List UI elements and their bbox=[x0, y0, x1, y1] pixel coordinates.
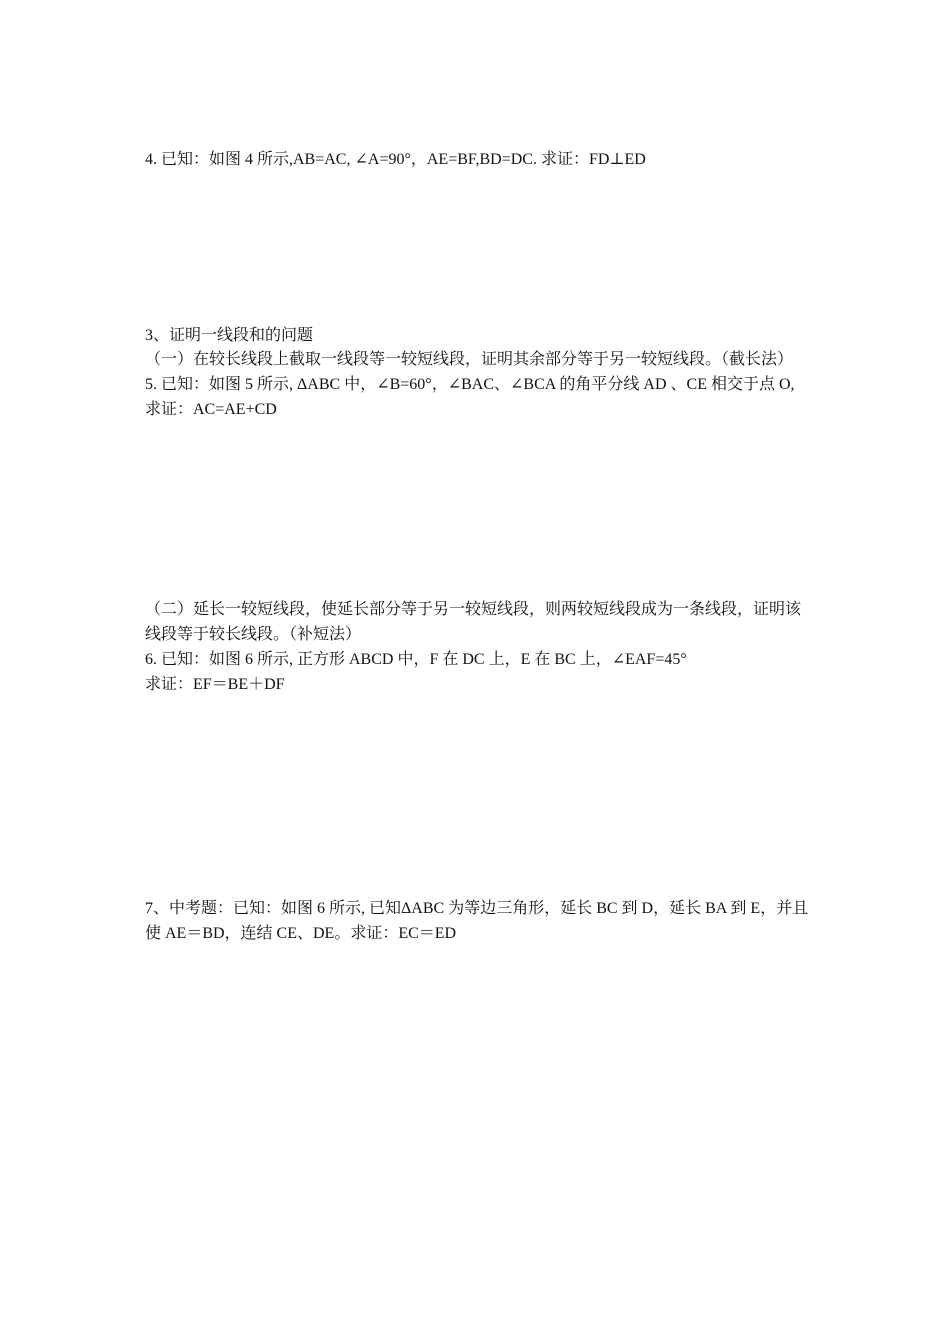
problem-6-statement: 6. 已知：如图 6 所示, 正方形 ABCD 中，F 在 DC 上，E 在 BC 上，∠EAF=45° bbox=[145, 651, 687, 668]
method-2-description-line1: （二）延长一较短线段，使延长部分等于另一较短线段，则两较短线段成为一条线段，证明该 bbox=[145, 601, 802, 618]
problem-7-statement-line1: 7、中考题：已知：如图 6 所示, 已知ΔABC 为等边三角形，延长 BC 到 D，延长 BA 到 E，并且 bbox=[145, 900, 809, 917]
problem-5-goal: 求证：AC=AE+CD bbox=[145, 401, 277, 418]
method-2-description-line2: 线段等于较长线段。（补短法） bbox=[145, 626, 362, 643]
section-3-title: 3、证明一线段和的问题 bbox=[145, 327, 314, 344]
method-1-description: （一）在较长线段上截取一线段等一较短线段，证明其余部分等于另一较短线段。（截长法） bbox=[145, 351, 794, 368]
problem-4-statement: 4. 已知：如图 4 所示,AB=AC, ∠A=90°，AE=BF,BD=DC. 求证：FD⊥ED bbox=[145, 151, 646, 168]
problem-7-statement-line2: 使 AE＝BD，连结 CE、DE。求证：EC＝ED bbox=[145, 925, 457, 942]
problem-5-statement: 5. 已知：如图 5 所示, ΔABC 中，∠B=60°，∠BAC、∠BCA 的角平分线 AD 、CE 相交于点 O, bbox=[145, 376, 795, 393]
problem-6-goal: 求证：EF＝BE＋DF bbox=[145, 676, 285, 693]
